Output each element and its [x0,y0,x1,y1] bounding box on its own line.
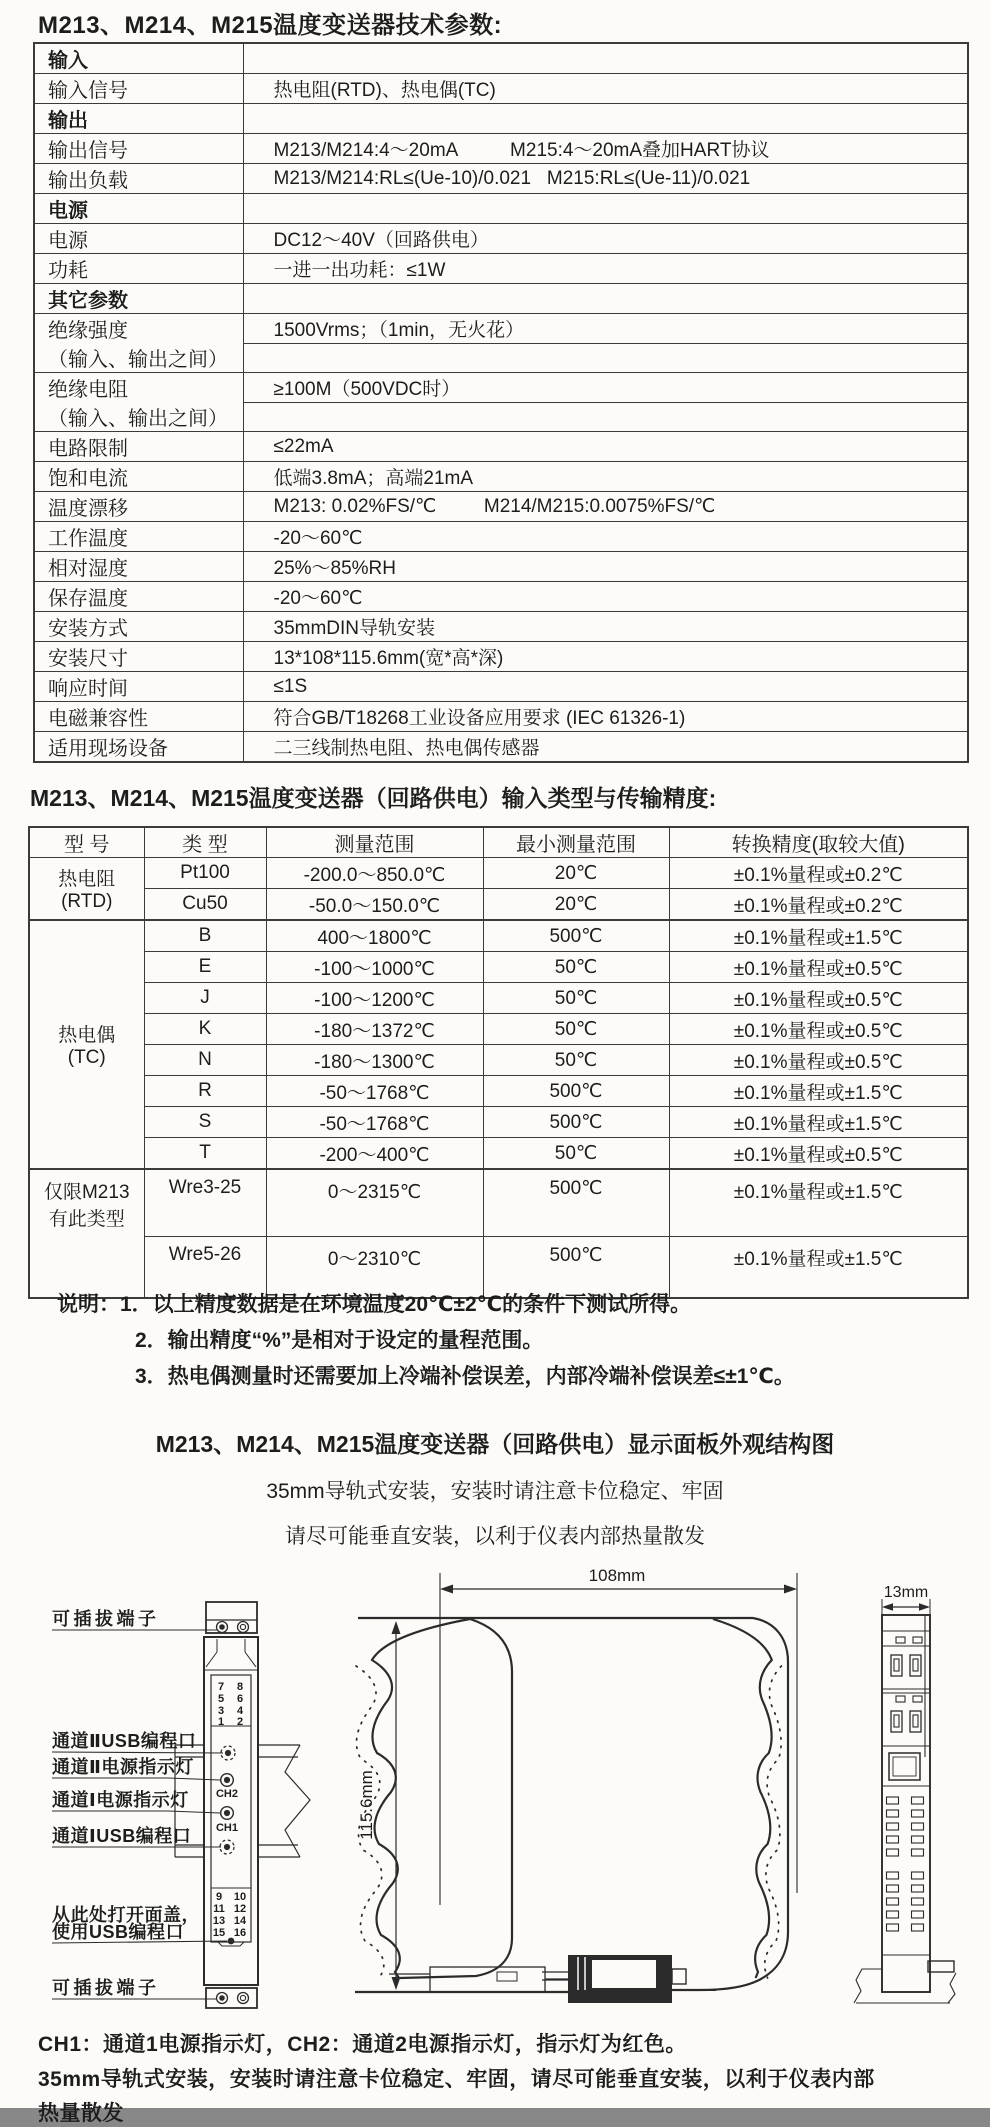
param-value: 35mmDIN导轨安装 [243,612,968,642]
param-value [243,284,968,314]
table-row [29,952,968,983]
svg-text:2: 2 [236,1716,244,1728]
tech-params-table [33,42,969,763]
dim-width-label: 108mm [588,1566,646,1585]
svg-text:7: 7 [217,1681,225,1693]
param-label: 响应时间 [34,672,243,702]
accuracy-cell: ±0.1%量程或±0.2℃ [669,889,968,921]
footer-line-1: CH1：通道1电源指示灯，CH2：通道2电源指示灯，指示灯为红色。 [38,2033,687,2056]
table-row [34,462,968,492]
type-cell: B [144,920,266,952]
param-label: 安装方式 [34,612,243,642]
usb-port-1-icon [220,1840,234,1854]
table-row [34,732,968,763]
dim-height-label: 115.6mm [357,1770,376,1840]
screw-icon [238,1622,249,1633]
min-range-cell: 500℃ [483,1237,669,1299]
rail-cutaway [854,1969,956,2003]
param-label: 电磁兼容性 [34,702,243,732]
param-label: 安装尺寸 [34,642,243,672]
ch1-usb-label: 通道ⅠUSB编程口 [52,1826,192,1846]
type-cell: Pt100 [144,858,266,889]
table-row [34,522,968,552]
open-cover-label-1: 从此处打开面盖， [52,1905,200,1925]
type-cell: E [144,952,266,983]
table-row [34,314,968,344]
model-group-line: 热电偶 [58,1025,116,1046]
svg-text:5: 5 [217,1693,225,1705]
model-group-line: 有此类型 [48,1209,125,1230]
type-cell: Wre3-25 [144,1169,266,1237]
param-label-line2: （输入、输出之间） [48,408,228,430]
svg-text:11: 11 [213,1903,225,1915]
ch1-led-label: 通道Ⅰ电源指示灯 [52,1790,189,1810]
table-row [34,432,968,462]
install-note-2: 请尽可能垂直安装，以利于仪表内部热量散发 [285,1525,705,1548]
led-ch1-icon [221,1807,234,1820]
param-value: 一进一出功耗：≤1W [243,254,968,284]
front-view [52,1602,310,2008]
table-row [34,194,968,224]
accuracy-cell: ±0.1%量程或±0.2℃ [669,858,968,889]
param-value: ≥100M（500VDC时） [243,373,968,403]
model-group-line: (TC) [67,1047,106,1068]
param-value-sub [243,343,968,373]
param-label: 保存温度 [34,582,243,612]
param-label: 饱和电流 [34,462,243,492]
model-group-cell [29,920,144,1169]
note-prefix: 说明： [57,1293,120,1316]
header-row [29,827,968,858]
svg-text:6: 6 [236,1693,244,1705]
open-cover-point [228,1938,235,1945]
range-cell: 0～2315℃ [266,1169,483,1237]
type-cell: Wre5-26 [144,1237,266,1299]
accuracy-cell: ±0.1%量程或±0.5℃ [669,1045,968,1076]
table-row [34,164,968,194]
range-cell: -50～1768℃ [266,1076,483,1107]
range-cell: -200～400℃ [266,1138,483,1170]
param-label-line1: 绝缘电阻 [48,379,128,401]
param-label: 温度漂移 [34,492,243,522]
extension-lines [440,1573,797,1905]
table-row [29,983,968,1014]
din-rail [175,1745,310,1857]
note-line: 3．热电偶测量时还需要加上冷端补偿误差，内部冷端补偿误差≤±1℃。 [135,1365,795,1388]
svg-text:13: 13 [212,1915,226,1927]
param-value: M213/M214:RL≤(Ue-10)/0.021 M215:RL≤(Ue-11)/0.021 [243,164,968,194]
open-cover-label-2: 使用USB编程口 [52,1922,185,1942]
input-accuracy-table [28,826,969,1299]
table-row [34,702,968,732]
table-row [29,1107,968,1138]
section2-title: M213、M214、M215温度变送器（回路供电）输入类型与传输精度: [30,785,717,811]
table-row [29,920,968,952]
param-label-line1: 绝缘强度 [48,320,128,342]
bottom-terminal-label: 可插拔端子 [52,1978,160,1998]
param-label-line2: （输入、输出之间） [48,349,228,371]
param-label: 适用现场设备 [34,732,243,763]
param-label: 输出负载 [34,164,243,194]
param-value: M213/M214:4～20mA M215:4～20mA叠加HART协议 [243,134,968,164]
table-row [34,492,968,522]
table-row [29,858,968,889]
ch2-label: CH2 [215,1788,239,1800]
outline-diagram [0,1555,990,2020]
min-range-cell: 50℃ [483,1014,669,1045]
range-cell: -180～1300℃ [266,1045,483,1076]
base-bracket [389,1967,568,1992]
param-value: 25%～85%RH [243,552,968,582]
param-label: 功耗 [34,254,243,284]
svg-text:10: 10 [233,1891,247,1903]
dim-depth-label: 13mm [883,1584,929,1601]
column-header: 类 型 [144,827,266,858]
terminal-numbers-bottom [213,1891,247,1939]
table-row [34,672,968,702]
min-range-cell: 500℃ [483,1169,669,1237]
usb-port-2-icon [221,1746,235,1760]
table-row [34,642,968,672]
ch1-label: CH1 [215,1822,239,1834]
rail-clip-tab [928,1961,954,1972]
table-row [29,1014,968,1045]
range-cell: -50.0～150.0℃ [266,889,483,921]
min-range-cell: 50℃ [483,1138,669,1170]
accuracy-cell: ±0.1%量程或±1.5℃ [669,1076,968,1107]
model-group-cell [29,1169,144,1298]
model-group-line: 仅限M213 [43,1182,130,1203]
footer-line-2: 35mm导轨式安装，安装时请注意卡位稳定、牢固，请尽可能垂直安装，以利于仪表内部 [38,2068,875,2091]
top-terminal-label: 可插拔端子 [52,1609,160,1629]
min-range-cell: 20℃ [483,889,669,921]
table-row [34,74,968,104]
accuracy-cell: ±0.1%量程或±1.5℃ [669,1169,968,1237]
range-cell: 400～1800℃ [266,920,483,952]
svg-text:12: 12 [233,1903,247,1915]
notes-block [57,1287,795,1395]
table-row [29,1138,968,1170]
table-row [34,254,968,284]
range-cell: -50～1768℃ [266,1107,483,1138]
param-label [34,314,243,373]
column-header: 测量范围 [266,827,483,858]
type-cell: J [144,983,266,1014]
ch2-led-label: 通道Ⅱ电源指示灯 [52,1757,194,1777]
table-row [29,1169,968,1237]
param-value: 热电阻(RTD)、热电偶(TC) [243,74,968,104]
column-header: 型 号 [29,827,144,858]
svg-text:15: 15 [212,1927,226,1939]
footer-line-3: 热量散发 [38,2102,124,2125]
accuracy-cell: ±0.1%量程或±1.5℃ [669,1237,968,1299]
screw-icon [238,1993,249,2004]
param-value: M213: 0.02%FS/℃ M214/M215:0.0075%FS/℃ [243,492,968,522]
table-row [29,1045,968,1076]
table-row [29,1076,968,1107]
param-label: 电源 [34,194,243,224]
min-range-cell: 50℃ [483,952,669,983]
accuracy-cell: ±0.1%量程或±0.5℃ [669,1138,968,1170]
param-value: ≤22mA [243,432,968,462]
section1-title: M213、M214、M215温度变送器技术参数: [38,12,503,39]
param-value: ≤1S [243,672,968,702]
param-label: 输出 [34,104,243,134]
range-cell: -100～1200℃ [266,983,483,1014]
type-cell: N [144,1045,266,1076]
param-value [243,194,968,224]
accuracy-cell: ±0.1%量程或±0.5℃ [669,1014,968,1045]
table-row [34,612,968,642]
note-line [57,1287,795,1323]
accuracy-cell: ±0.1%量程或±1.5℃ [669,1107,968,1138]
param-label: 输入信号 [34,74,243,104]
table-row [34,582,968,612]
param-label: 电源 [34,224,243,254]
param-value [243,104,968,134]
range-cell: -180～1372℃ [266,1014,483,1045]
svg-text:14: 14 [233,1915,247,1927]
bottom-terminal-block [206,1988,257,2008]
fin-wave [372,1619,470,1978]
param-label: 工作温度 [34,522,243,552]
accuracy-cell: ±0.1%量程或±0.5℃ [669,952,968,983]
svg-text:16: 16 [233,1927,247,1939]
range-cell: 0～2310℃ [266,1237,483,1299]
table-row [29,889,968,921]
param-value: 13*108*115.6mm(宽*高*深) [243,642,968,672]
range-cell: -200.0～850.0℃ [266,858,483,889]
model-group-line: (RTD) [61,891,113,912]
narrow-view [854,1584,956,2003]
param-value-sub [243,402,968,432]
note-line: 2．输出精度“%”是相对于设定的量程范围。 [135,1329,544,1352]
param-label [34,373,243,432]
narrow-details [882,1615,930,1955]
led-ch2-icon [221,1774,234,1787]
terminal-numbers-top [218,1681,244,1728]
right-outer-edge [672,1618,788,1990]
type-cell: R [144,1076,266,1107]
table-row [34,43,968,74]
param-label: 相对湿度 [34,552,243,582]
param-value: 符合GB/T18268工业设备应用要求 (IEC 61326-1) [243,702,968,732]
type-cell: S [144,1107,266,1138]
min-range-cell: 500℃ [483,1076,669,1107]
svg-text:4: 4 [236,1705,244,1717]
param-value: 1500Vrms；（1min，无火花） [243,314,968,344]
table-row [34,224,968,254]
table-row [34,284,968,314]
range-cell: -100～1000℃ [266,952,483,983]
min-range-cell: 50℃ [483,1045,669,1076]
type-cell: Cu50 [144,889,266,921]
side-view [355,1566,797,2003]
ch2-usb-label: 通道ⅡUSB编程口 [52,1731,197,1751]
min-range-cell: 500℃ [483,1107,669,1138]
param-value [243,43,968,74]
param-value: 二三线制热电阻、热电偶传感器 [243,732,968,763]
min-range-cell: 50℃ [483,983,669,1014]
top-terminal-block [206,1602,257,1633]
min-range-cell: 500℃ [483,920,669,952]
param-value: DC12～40V（回路供电） [243,224,968,254]
svg-text:9: 9 [215,1891,223,1903]
table-row [34,104,968,134]
svg-text:8: 8 [236,1681,244,1693]
install-note-1: 35mm导轨式安装，安装时请注意卡位稳定、牢固 [266,1480,724,1503]
model-group-line: 热电阻 [58,869,116,890]
param-value: 低端3.8mA；高端21mA [243,462,968,492]
accuracy-cell: ±0.1%量程或±1.5℃ [669,920,968,952]
param-label: 电路限制 [34,432,243,462]
svg-text:3: 3 [217,1705,225,1717]
param-value: -20～60℃ [243,582,968,612]
note-text: 1．以上精度数据是在环境温度20℃±2℃的条件下测试所得。 [120,1293,692,1316]
housing-detail [204,1639,258,1670]
table-row [34,373,968,403]
fin-inner-edge [400,1619,512,1978]
model-group-cell [29,858,144,921]
min-range-cell: 20℃ [483,858,669,889]
param-label: 输入 [34,43,243,74]
table-row [34,134,968,164]
param-value: -20～60℃ [243,522,968,552]
type-cell: K [144,1014,266,1045]
type-cell: T [144,1138,266,1170]
table-row [34,552,968,582]
param-label: 输出信号 [34,134,243,164]
leader-lines [52,1630,227,1999]
section3-title: M213、M214、M215温度变送器（回路供电）显示面板外观结构图 [155,1431,835,1457]
accuracy-cell: ±0.1%量程或±0.5℃ [669,983,968,1014]
param-label: 其它参数 [34,284,243,314]
column-header: 转换精度(取较大值) [669,827,968,858]
column-header: 最小测量范围 [483,827,669,858]
svg-text:1: 1 [217,1716,225,1728]
